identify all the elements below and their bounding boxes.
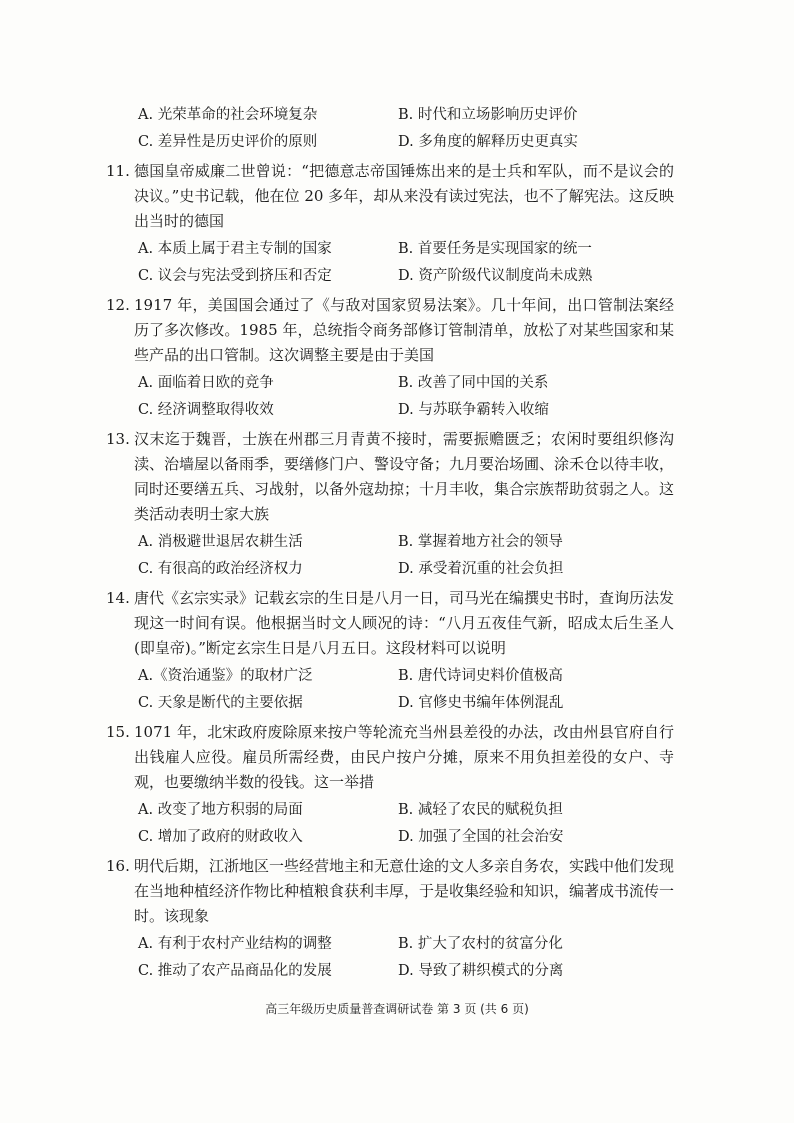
question-stem [106,159,674,234]
question-text: 1917 年，美国国会通过了《与敌对国家贸易法案》。几十年间，出口管制法案经历了多次修改。1985 年，总统指令商务部修订管制清单，放松了对某些国家和某些产品的出口管制。这次调整主要是由于美国 [134,296,674,364]
option-b: B. 首要任务是实现国家的统一 [398,241,592,257]
option-d: D. 加强了全国的社会治安 [398,829,564,845]
question-text: 明代后期，江浙地区一些经营地主和无意仕途的文人多亲自务农，实践中他们发现在当地种植经济作物比种植粮食获利丰厚，于是收集经验和知识，编著成书流传一时。该现象 [134,857,675,925]
question-number: 16. [106,857,130,875]
question-2 [106,159,674,289]
option-b: B. 时代和立场影响历史评价 [398,107,578,123]
question-7 [106,854,675,984]
option-d: D. 承受着沉重的社会负担 [398,561,564,577]
option-d: D. 导致了耕织模式的分离 [398,963,564,979]
question-number: 15. [106,723,130,741]
question-6 [106,720,674,850]
question-number: 11. [106,162,130,180]
option-d: D. 资产阶级代议制度尚未成熟 [398,268,593,284]
question-number: 12. [106,296,130,314]
answer-options [134,103,674,155]
option-b: B. 减轻了农民的赋税负担 [398,802,563,818]
option-a: A. 面临着日欧的竞争 [138,375,274,391]
option-c: C. 增加了政府的财政收入 [138,829,303,845]
option-c: C. 议会与宪法受到挤压和否定 [138,268,332,284]
question-4 [106,427,675,582]
option-c: C. 推动了农产品商品化的发展 [138,963,332,979]
question-stem [106,854,675,929]
question-number: 14. [106,589,130,607]
question-text: 1071 年，北宋政府废除原来按户等轮流充当州县差役的办法，改由州县官府自行出钱雇人应役。雇员所需经费，由民户按户分摊，原来不用负担差役的女户、寺观，也要缴纳半数的役钱。这一举措 [134,723,674,791]
option-a: A. 有利于农村产业结构的调整 [138,936,332,952]
page-footer: 高三年级历史质量普查调研试卷 第 3 页 (共 6 页) [265,1002,529,1016]
option-c: C. 有很高的政治经济权力 [138,561,303,577]
option-b: B. 掌握着地方社会的领导 [398,534,563,550]
question-stem [106,586,675,661]
option-b: B. 唐代诗词史料价值极高 [398,668,563,684]
option-c: C. 天象是断代的主要依据 [138,695,303,711]
question-number: 13. [106,430,130,448]
question-stem [106,720,674,795]
option-a: A. 光荣革命的社会环境复杂 [138,107,318,123]
question-text: 汉末迄于魏晋，士族在州郡三月青黄不接时，需要振赡匮乏；农闲时要组织修沟渎、治墙屋以备雨季，要缮修门户、警设守备；九月要治场圃、涂禾仓以待丰收，同时还要缮五兵、习战射，以备外寇劫掠；十月丰收，集合宗族帮助贫弱之人。这类活动表明士家大族 [134,430,675,523]
option-c: C. 差异性是历史评价的原则 [138,134,318,150]
answer-options [134,932,674,984]
option-c: C. 经济调整取得收效 [138,402,274,418]
answer-options [134,798,674,850]
answer-options [134,371,674,423]
question-stem [106,427,675,527]
question-stem [106,293,674,368]
option-d: D. 多角度的解释历史更真实 [398,134,578,150]
question-text: 德国皇帝威廉二世曾说：“把德意志帝国锤炼出来的是士兵和军队，而不是议会的决议。”史书记载，他在位 20 多年，却从来没有读过宪法，也不了解宪法。这反映出当时的德国 [134,162,674,230]
answer-options [134,530,674,582]
option-a: A. 改变了地方积弱的局面 [138,802,303,818]
answer-options [134,237,674,289]
answer-options [134,664,674,716]
option-b: B. 扩大了农村的贫富分化 [398,936,563,952]
option-a: A. 本质上属于君主专制的国家 [138,241,332,257]
option-b: B. 改善了同中国的关系 [398,375,549,391]
question-1 [134,103,674,155]
question-5 [106,586,675,716]
question-text: 唐代《玄宗实录》记载玄宗的生日是八月一日，司马光在编撰史书时，查询历法发现这一时间有误。他根据当时文人顾况的诗：“八月五夜佳气新，昭成太后生圣人(即皇帝)。”断定玄宗生日是八月五日。这段材料可以说明 [134,589,675,657]
question-list [106,100,675,988]
option-a: A. 消极避世退居农耕生活 [138,534,303,550]
question-3 [106,293,674,423]
option-a: A.《资治通鉴》的取材广泛 [138,668,313,684]
option-d: D. 与苏联争霸转入收缩 [398,402,549,418]
option-d: D. 官修史书编年体例混乱 [398,695,564,711]
